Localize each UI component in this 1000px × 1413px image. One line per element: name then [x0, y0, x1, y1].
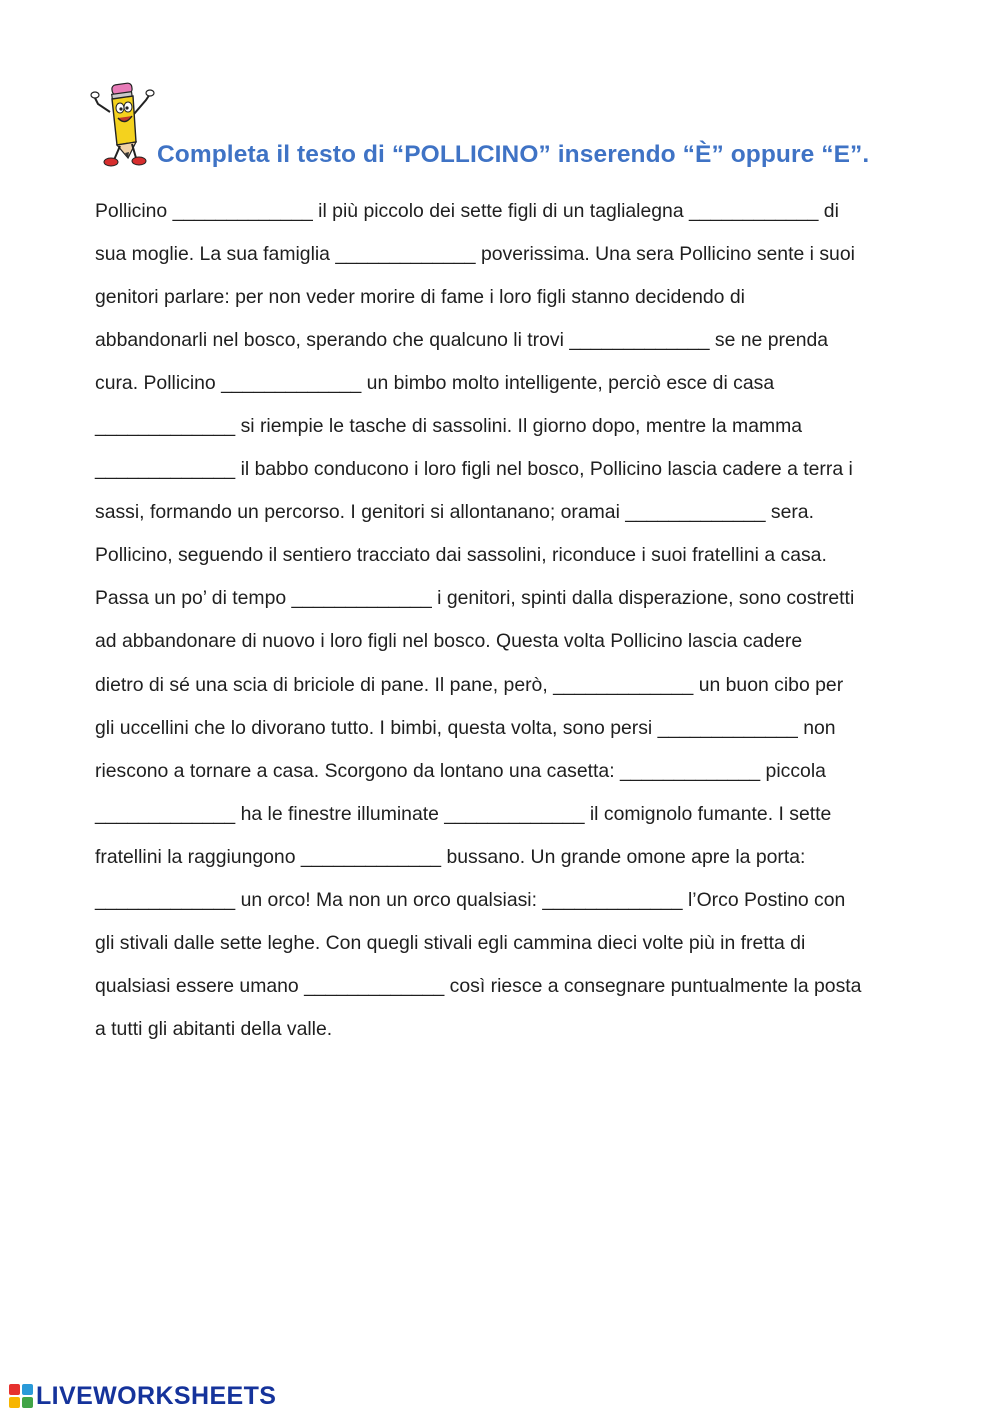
text-line: genitori parlare: per non veder morire di fame i loro figli stanno decidendo di [95, 286, 745, 308]
text-line: gli uccellini che lo divorano tutto. I bimbi, questa volta, sono persi _____________ non [95, 717, 836, 739]
text-line: sua moglie. La sua famiglia _____________ poverissima. Una sera Pollicino sente i suoi [95, 243, 855, 265]
text-line: qualsiasi essere umano _____________ così riesce a consegnare puntualmente la posta [95, 975, 862, 997]
text-line: sassi, formando un percorso. I genitori si allontanano; oramai _____________ sera. [95, 501, 814, 523]
liveworksheets-logo-icon [8, 1383, 34, 1409]
text-line: Pollicino, seguendo il sentiero tracciato dai sassolini, riconduce i suoi fratellini a casa. [95, 544, 827, 566]
text-line: _____________ ha le finestre illuminate _____________ il comignolo fumante. I sette [95, 803, 832, 825]
text-line: dietro di sé una scia di briciole di pane. Il pane, però, _____________ un buon cibo per [95, 674, 844, 696]
footer-brand[interactable] [8, 1381, 276, 1411]
text-line: ad abbandonare di nuovo i loro figli nel bosco. Questa volta Pollicino lascia cadere [95, 630, 803, 652]
footer-brand-text: LIVEWORKSHEETS [36, 1381, 277, 1410]
text-line: gli stivali dalle sette leghe. Con quegli stivali egli cammina dieci volte più in fretta di [95, 932, 806, 954]
text-line: Pollicino _____________ il più piccolo dei sette figli di un taglialegna ____________ di [95, 200, 839, 222]
worksheet-title: Completa il testo di “POLLICINO” inserendo “È” oppure “E”. [157, 141, 870, 168]
text-line: _____________ un orco! Ma non un orco qualsiasi: _____________ l’Orco Postino con [95, 889, 846, 911]
text-line: cura. Pollicino _____________ un bimbo molto intelligente, perciò esce di casa [95, 372, 775, 394]
pencil-mascot-icon [90, 82, 160, 172]
text-line: riescono a tornare a casa. Scorgono da lontano una casetta: _____________ piccola [95, 760, 826, 782]
text-line: fratellini la raggiungono _____________ bussano. Un grande omone apre la porta: [95, 846, 806, 868]
text-line: a tutti gli abitanti della valle. [95, 1018, 333, 1040]
text-line: abbandonarli nel bosco, sperando che qualcuno li trovi _____________ se ne prenda [95, 329, 829, 351]
text-line: _____________ il babbo conducono i loro figli nel bosco, Pollicino lascia cadere a terra i [95, 458, 853, 480]
text-line: Passa un po’ di tempo _____________ i genitori, spinti dalla disperazione, sono costretti [95, 587, 855, 609]
text-line: _____________ si riempie le tasche di sassolini. Il giorno dopo, mentre la mamma [95, 415, 803, 437]
